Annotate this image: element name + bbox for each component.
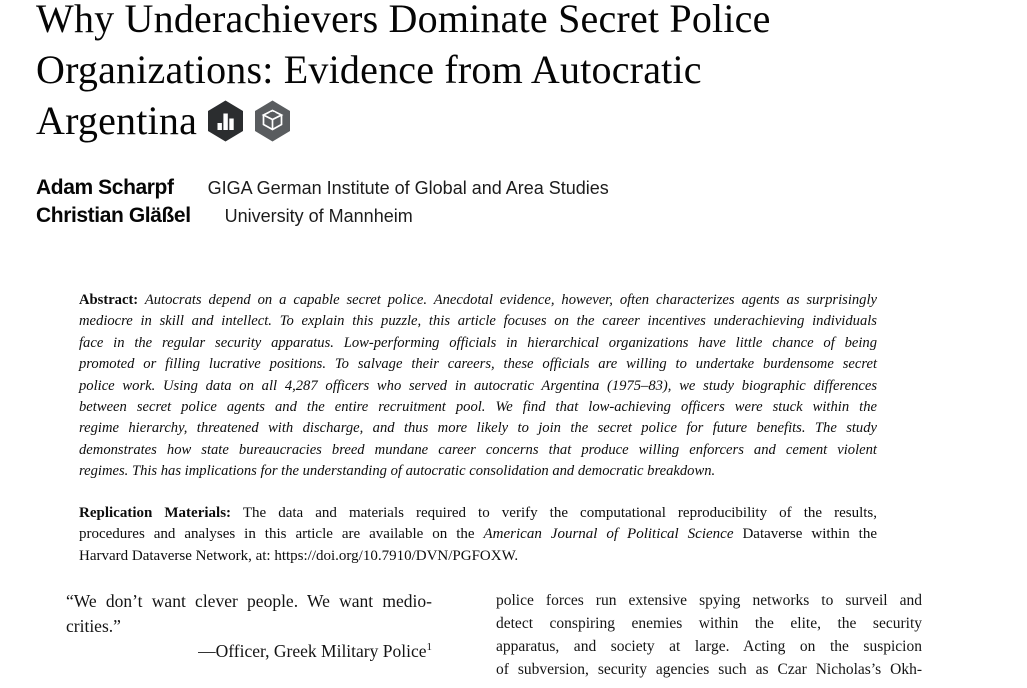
replication-text: procedures and analyses in this article are available on the bbox=[79, 526, 475, 543]
author-block bbox=[36, 176, 1027, 232]
body-text-line: apparatus, and society at large. Acting on the suspicion bbox=[496, 638, 922, 656]
author-row bbox=[36, 204, 1027, 232]
abstract-line: promoted or filling lucrative positions. To salvage their careers, these officials are willing to undertake burdensome secret bbox=[79, 356, 877, 373]
abstract-text: Autocrats depend on a capable secret police. Anecdotal evidence, however, often characterizes agents as surprisingly bbox=[144, 292, 877, 308]
footnote-marker: 1 bbox=[426, 641, 432, 654]
title-line-2: Organizations: Evidence from Autocratic bbox=[36, 47, 702, 92]
replication-text: Dataverse within the bbox=[742, 526, 878, 543]
title-line-3-text: Argentina bbox=[36, 98, 198, 143]
abstract-line: face in the regular security apparatus. Low-performing officials in hierarchical organizations have little chance of being bbox=[79, 334, 877, 351]
doi-link[interactable]: Harvard Dataverse Network, at: https://doi.org/10.7910/DVN/PGFOXW. bbox=[79, 547, 519, 564]
body-text-line: police forces run extensive spying networks to surveil and bbox=[496, 592, 922, 610]
author-affiliation: University of Mannheim bbox=[224, 206, 413, 226]
left-column bbox=[66, 589, 432, 665]
quote-attribution bbox=[66, 639, 432, 665]
abstract-line: mediocre in skill and intellect. To explain this puzzle, this article focuses on the career incentives underachieving individuals bbox=[79, 313, 877, 330]
journal-name: American Journal of Political Science bbox=[483, 526, 734, 543]
quote-attribution-text: —Officer, Greek Military Police bbox=[198, 641, 427, 662]
epigraph-quote-line: crities.” bbox=[66, 616, 121, 637]
replication-line bbox=[79, 524, 877, 546]
open-materials-badge-icon bbox=[254, 100, 291, 142]
abstract-line bbox=[79, 290, 877, 311]
body-columns bbox=[66, 589, 1027, 681]
body-text-line: detect conspiring enemies within the elite, the security bbox=[496, 615, 922, 633]
abstract-line: regimes. This has implications for the understanding of autocratic consolidation and democratic breakdown. bbox=[79, 463, 716, 480]
abstract-line: police work. Using data on all 4,287 officers who served in autocratic Argentina (1975–83), we study biographic differences bbox=[79, 377, 877, 394]
author-name: Adam Scharpf bbox=[36, 176, 174, 199]
page-title bbox=[36, 0, 1027, 146]
abstract-line: regime hierarchy, threatened with discharge, and thus more likely to join the secret police for future benefits. The study bbox=[79, 420, 877, 437]
abstract bbox=[79, 290, 877, 483]
replication-text: The data and materials required to verify the computational reproducibility of the results, bbox=[242, 504, 877, 521]
title-line-3 bbox=[36, 95, 1027, 146]
replication-note bbox=[79, 503, 877, 568]
abstract-line: demonstrates how state bureaucracies breed mundane career concerns that produce willing enforcers and cement violent bbox=[79, 441, 877, 458]
abstract-label: Abstract: bbox=[79, 292, 139, 308]
author-name: Christian Gläßel bbox=[36, 204, 191, 227]
title-line-1: Why Underachievers Dominate Secret Police bbox=[36, 0, 771, 41]
replication-line bbox=[79, 503, 877, 525]
author-row bbox=[36, 176, 1027, 204]
body-text-line: of subversion, security agencies such as Czar Nicholas’s Okh- bbox=[496, 661, 922, 679]
epigraph-quote-line: “We don’t want clever people. We want medio- bbox=[66, 591, 432, 612]
author-affiliation: GIGA German Institute of Global and Area Studies bbox=[207, 178, 609, 198]
right-column bbox=[496, 589, 922, 681]
replication-label: Replication Materials: bbox=[79, 504, 232, 521]
abstract-line: between secret police agents and the entire recruitment pool. We find that low-achieving officers were stuck within the bbox=[79, 398, 877, 415]
open-data-badge-icon bbox=[207, 100, 244, 142]
